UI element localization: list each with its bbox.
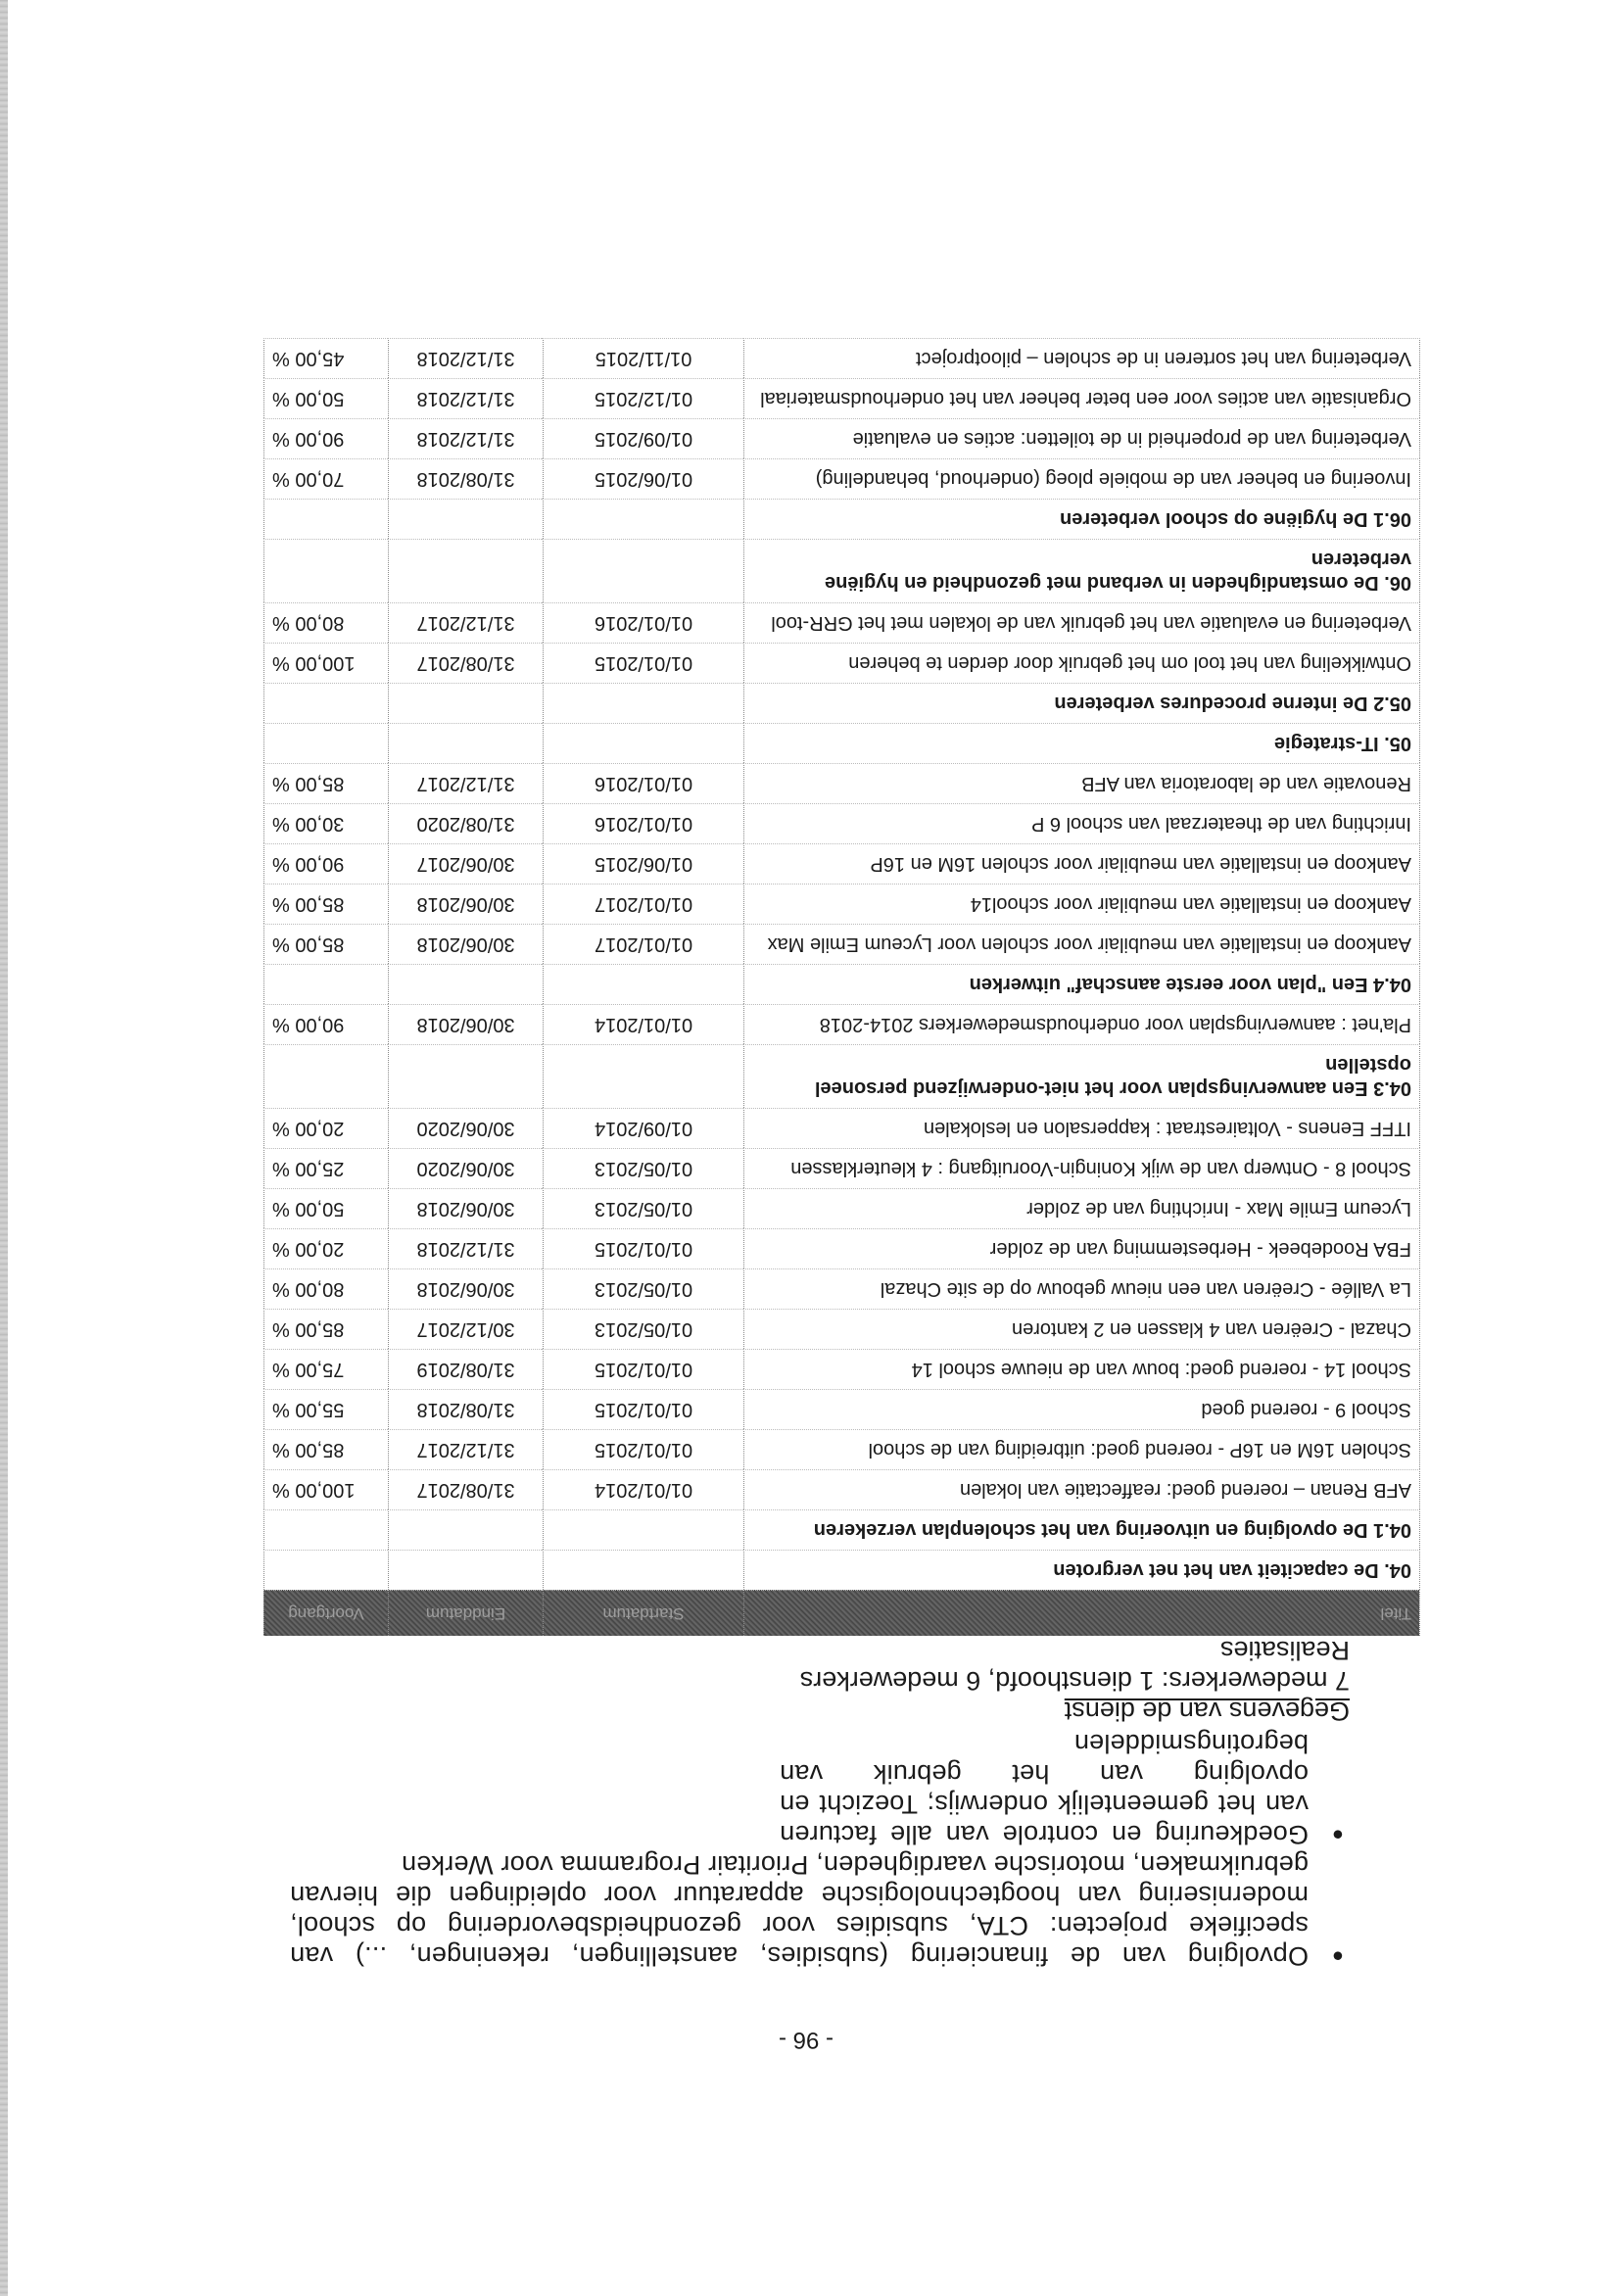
- item-title: Pla'net : aanwervingsplan voor onderhoudsmedewerkers 2014-2018: [744, 1005, 1420, 1045]
- start-cell-empty: [544, 540, 744, 603]
- end-date: 30/06/2020: [389, 1149, 544, 1189]
- progress-value: 80,00 %: [264, 1269, 389, 1310]
- progress-cell-empty: [264, 500, 389, 540]
- table-row: [264, 804, 1420, 844]
- end-date: 31/12/2018: [389, 379, 544, 419]
- end-cell-empty: [389, 684, 544, 724]
- end-date: 30/06/2018: [389, 1269, 544, 1310]
- item-title: Aankoop en installatie van meubilair voor scholen voor Lyceum Emile Max: [744, 925, 1420, 965]
- progress-cell-empty: [264, 1045, 389, 1109]
- table-header-row: [264, 1591, 1420, 1637]
- table-row: [264, 844, 1420, 885]
- start-date: 01/01/2016: [544, 603, 744, 644]
- section-title: 04.3 Een aanwervingsplan voor het niet-onderwijzend personeel opstellen: [744, 1045, 1420, 1109]
- section-row: [264, 684, 1420, 724]
- progress-cell-empty: [264, 1510, 389, 1551]
- section-row: [264, 500, 1420, 540]
- end-cell-empty: [389, 540, 544, 603]
- table-row: [264, 1470, 1420, 1510]
- table-row: [264, 1189, 1420, 1229]
- progress-value: 100,00 %: [264, 1470, 389, 1510]
- end-date: 31/12/2018: [389, 339, 544, 379]
- progress-value: 85,00 %: [264, 1310, 389, 1350]
- progress-value: 70,00 %: [264, 459, 389, 500]
- end-date: 30/06/2018: [389, 1189, 544, 1229]
- table-row: [264, 1430, 1420, 1470]
- start-cell-empty: [544, 684, 744, 724]
- start-cell-empty: [544, 1510, 744, 1551]
- start-date: 01/11/2015: [544, 339, 744, 379]
- progress-value: 50,00 %: [264, 1189, 389, 1229]
- item-title: School 14 - roerend goed: bouw van de nieuwe school 14: [744, 1350, 1420, 1390]
- progress-value: 25,00 %: [264, 1149, 389, 1189]
- end-date: 30/06/2020: [389, 1109, 544, 1149]
- item-title: Inrichting van de theaterzaal van school 6 P: [744, 804, 1420, 844]
- start-date: 01/01/2016: [544, 804, 744, 844]
- start-date: 01/09/2015: [544, 419, 744, 459]
- page-number: - 96 -: [779, 2027, 834, 2053]
- section-title: 04.4 Een "plan voor eerste aanschaf" uitwerken: [744, 965, 1420, 1005]
- item-title: Renovatie van de laboratoria van AFB: [744, 764, 1420, 804]
- item-title: ITFF Eenens - Voltairestraat : kappersalon en leslokalen: [744, 1109, 1420, 1149]
- section-row: [264, 1551, 1420, 1591]
- table-row: [264, 764, 1420, 804]
- department-heading: Gegevens van de dienst: [1064, 1697, 1350, 1726]
- item-title: La Vallée - Creëren van een nieuw gebouw op de site Chazal: [744, 1269, 1420, 1310]
- end-date: 31/12/2017: [389, 764, 544, 804]
- table-row: [264, 1229, 1420, 1269]
- progress-value: 100,00 %: [264, 644, 389, 684]
- progress-value: 90,00 %: [264, 1005, 389, 1045]
- progress-value: 90,00 %: [264, 844, 389, 885]
- table-row: [264, 1109, 1420, 1149]
- bullet-icon: ●: [1331, 1945, 1344, 1967]
- section-row: [264, 1510, 1420, 1551]
- table-row: [264, 1310, 1420, 1350]
- item-title: Chazal - Creëren van 4 klassen en 2 kantoren: [744, 1310, 1420, 1350]
- table-row: [264, 1005, 1420, 1045]
- table-row: [264, 603, 1420, 644]
- bullet-text: Goedkeuring en controle van alle facturen van het gemeentelijk onderwijs; Toezicht en opvolging van het gebruik van begrotingsmiddelen: [780, 1729, 1309, 1849]
- bullet-item: [290, 1849, 1350, 1971]
- realisations-label: Realisaties: [1219, 1636, 1350, 1665]
- section-title: 06. De omstandigheden in verband met gezondheid en hygiëne verbeteren: [744, 540, 1420, 603]
- start-cell-empty: [544, 724, 744, 764]
- table-row: [264, 1350, 1420, 1390]
- item-title: Ontwikkeling van het tool om het gebruik door derden te beheren: [744, 644, 1420, 684]
- table-row: [264, 885, 1420, 925]
- section-title: 04.1 De opvolging en uitvoering van het scholenplan verzekeren: [744, 1510, 1420, 1551]
- progress-value: 85,00 %: [264, 764, 389, 804]
- item-title: Aankoop en installatie van meubilair voor scholen 16M en 16P: [744, 844, 1420, 885]
- start-cell-empty: [544, 1045, 744, 1109]
- item-title: School 9 - roerend goed: [744, 1390, 1420, 1430]
- progress-value: 20,00 %: [264, 1109, 389, 1149]
- table-row: [264, 925, 1420, 965]
- start-date: 01/06/2015: [544, 844, 744, 885]
- item-title: Aankoop en installatie van meubilair voor school14: [744, 885, 1420, 925]
- end-cell-empty: [389, 500, 544, 540]
- start-date: 01/12/2015: [544, 379, 744, 419]
- progress-cell-empty: [264, 724, 389, 764]
- start-date: 01/01/2015: [544, 644, 744, 684]
- end-cell-empty: [389, 965, 544, 1005]
- end-date: 30/06/2018: [389, 885, 544, 925]
- table-row: [264, 1390, 1420, 1430]
- department-info: [262, 1665, 1350, 1726]
- start-cell-empty: [544, 500, 744, 540]
- table-row: [264, 1149, 1420, 1189]
- start-date: 01/01/2015: [544, 1430, 744, 1470]
- progress-value: 20,00 %: [264, 1229, 389, 1269]
- section-title: 05. IT-strategie: [744, 724, 1420, 764]
- item-title: Lyceum Emile Max - Inrichting van de zolder: [744, 1189, 1420, 1229]
- progress-cell-empty: [264, 965, 389, 1005]
- progress-value: 30,00 %: [264, 804, 389, 844]
- end-date: 30/06/2018: [389, 1005, 544, 1045]
- item-title: FBA Roodebeek - Herbestemming van de zolder: [744, 1229, 1420, 1269]
- end-date: 31/08/2017: [389, 1470, 544, 1510]
- start-date: 01/05/2013: [544, 1310, 744, 1350]
- section-row: [264, 724, 1420, 764]
- table-row: [264, 459, 1420, 500]
- table-row: [264, 644, 1420, 684]
- table-body: [264, 339, 1420, 1591]
- progress-cell-empty: [264, 1551, 389, 1591]
- end-cell-empty: [389, 1045, 544, 1109]
- end-date: 31/12/2017: [389, 1430, 544, 1470]
- end-date: 31/12/2017: [389, 603, 544, 644]
- section-title: 04. De capaciteit van het net vergroten: [744, 1551, 1420, 1591]
- progress-value: 85,00 %: [264, 925, 389, 965]
- end-date: 30/06/2017: [389, 844, 544, 885]
- header-end: Einddatum: [389, 1591, 544, 1637]
- progress-cell-empty: [264, 540, 389, 603]
- item-title: Verbetering en evaluatie van het gebruik van de lokalen met het GRR-tool: [744, 603, 1420, 644]
- bullet-list: [262, 1728, 1350, 1971]
- start-date: 01/01/2014: [544, 1470, 744, 1510]
- table-row: [264, 339, 1420, 379]
- table-row: [264, 419, 1420, 459]
- item-title: Verbetering van het sorteren in de scholen – pilootproject: [744, 339, 1420, 379]
- progress-value: 85,00 %: [264, 885, 389, 925]
- end-cell-empty: [389, 724, 544, 764]
- start-date: 01/01/2017: [544, 885, 744, 925]
- bullet-text: Opvolging van de financiering (subsidies, aanstellingen, rekeningen, ...) van specifieke projecten: CTA, subsidies voor gezondheidsbevordering op school, modernisering van hoogtechnologische apparatuur voor opleidingen die hiervan gebruikmaken, motorische vaardigheden, Prioritair Programma voor Werken: [290, 1850, 1309, 1971]
- end-date: 31/08/2018: [389, 459, 544, 500]
- progress-value: 55,00 %: [264, 1390, 389, 1430]
- item-title: Scholen 16M en 16P - roerend goed: uitbreiding van de school: [744, 1430, 1420, 1470]
- realisations-table: [263, 338, 1420, 1636]
- start-date: 01/01/2015: [544, 1390, 744, 1430]
- start-date: 01/01/2016: [544, 764, 744, 804]
- progress-value: 80,00 %: [264, 603, 389, 644]
- table-row: [264, 379, 1420, 419]
- end-date: 31/08/2020: [389, 804, 544, 844]
- item-title: School 8 - Ontwerp van de wijk Koningin-Vooruitgang : 4 kleuterklassen: [744, 1149, 1420, 1189]
- table-row: [264, 1269, 1420, 1310]
- bullet-icon: ●: [1331, 1824, 1344, 1845]
- section-title: 05.2 De interne procedures verbeteren: [744, 684, 1420, 724]
- progress-value: 75,00 %: [264, 1350, 389, 1390]
- item-title: AFB Renan – roerend goed: reaffectatie van lokalen: [744, 1470, 1420, 1510]
- start-date: 01/05/2013: [544, 1269, 744, 1310]
- end-date: 30/12/2017: [389, 1310, 544, 1350]
- end-date: 30/06/2018: [389, 925, 544, 965]
- item-title: Invoering en beheer van de mobiele ploeg (onderhoud, behandeling): [744, 459, 1420, 500]
- start-date: 01/01/2017: [544, 925, 744, 965]
- start-cell-empty: [544, 965, 744, 1005]
- end-date: 31/08/2018: [389, 1390, 544, 1430]
- start-cell-empty: [544, 1551, 744, 1591]
- header-title: Titel: [744, 1591, 1420, 1637]
- progress-cell-empty: [264, 684, 389, 724]
- header-progress: Voortgang: [264, 1591, 389, 1637]
- end-cell-empty: [389, 1551, 544, 1591]
- section-row: [264, 965, 1420, 1005]
- item-title: Organisatie van acties voor een beter beheer van het onderhoudsmateriaal: [744, 379, 1420, 419]
- section-row: [264, 1045, 1420, 1109]
- progress-value: 50,00 %: [264, 379, 389, 419]
- end-date: 31/12/2018: [389, 419, 544, 459]
- item-title: Verbetering van de properheid in de toiletten: acties en evaluatie: [744, 419, 1420, 459]
- start-date: 01/09/2014: [544, 1109, 744, 1149]
- start-date: 01/01/2015: [544, 1229, 744, 1269]
- end-date: 31/12/2018: [389, 1229, 544, 1269]
- start-date: 01/01/2014: [544, 1005, 744, 1045]
- department-staff: 7 medewerkers: 1 diensthoofd, 6 medewerkers: [799, 1666, 1350, 1696]
- progress-value: 45,00 %: [264, 339, 389, 379]
- bullet-item: [780, 1728, 1350, 1849]
- end-date: 31/08/2019: [389, 1350, 544, 1390]
- section-row: [264, 540, 1420, 603]
- start-date: 01/01/2015: [544, 1350, 744, 1390]
- page-content: [262, 338, 1411, 2053]
- progress-value: 90,00 %: [264, 419, 389, 459]
- header-start: Startdatum: [544, 1591, 744, 1637]
- end-date: 31/08/2017: [389, 644, 544, 684]
- end-cell-empty: [389, 1510, 544, 1551]
- progress-value: 85,00 %: [264, 1430, 389, 1470]
- start-date: 01/06/2015: [544, 459, 744, 500]
- section-title: 06.1 De hygiëne op school verbeteren: [744, 500, 1420, 540]
- start-date: 01/05/2013: [544, 1189, 744, 1229]
- start-date: 01/05/2013: [544, 1149, 744, 1189]
